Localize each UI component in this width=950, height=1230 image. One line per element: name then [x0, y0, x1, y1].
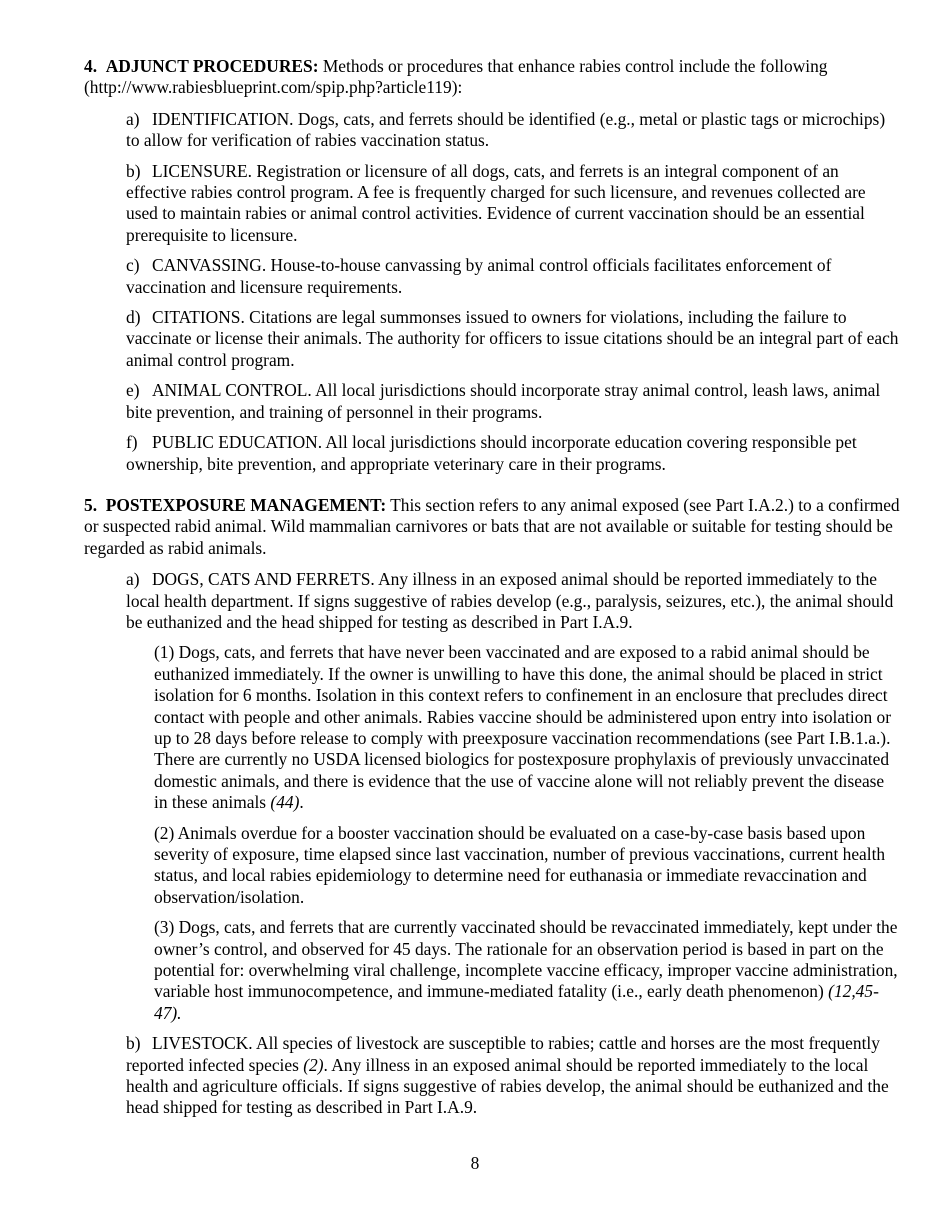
item-text: PUBLIC EDUCATION. All local jurisdictions should incorporate education covering responsible pet ownership, bite prevention, and appropriate veterinary care in their programs. — [126, 432, 857, 474]
section-5-item-b — [126, 1033, 900, 1119]
section-5-intro — [84, 495, 900, 559]
item-label: a) — [126, 569, 140, 590]
section-4-item — [126, 380, 900, 423]
item-label: e) — [126, 380, 140, 401]
section-4-item — [126, 109, 900, 152]
item-label: b) — [126, 1033, 141, 1054]
item-label: b) — [126, 160, 141, 181]
item-text: ANIMAL CONTROL. All local jurisdictions should incorporate stray animal control, leash laws, animal bite prevention, and training of personnel in their programs. — [126, 380, 881, 422]
item-text-after: . Any illness in an exposed animal should be reported immediately to the local health and agriculture officials. If signs suggestive of rabies develop, the animal should be euthanized and the head shipped for testing as described in Part I.A.9. — [126, 1054, 889, 1118]
section-5-number: 5. — [84, 494, 98, 515]
section-4-intro — [84, 56, 900, 99]
section-5-subitem-1 — [154, 642, 900, 813]
section-4-item — [126, 432, 900, 475]
subitem-text: (3) Dogs, cats, and ferrets that are currently vaccinated should be revaccinated immediately, kept under the owner’s control, and observed for 45 days. The rationale for an observation period is based in part on the potential for: overwhelming viral challenge, incomplete vaccine efficacy, improper vaccine administration, variable host immunocompetence, and immune-mediated fatality (i.e., early death phenomenon) — [154, 917, 898, 1002]
item-label: c) — [126, 255, 140, 276]
section-4-number: 4. — [84, 56, 98, 76]
citation: (44) — [270, 792, 300, 813]
section-5-item-a — [126, 569, 900, 633]
page-number: 8 — [470, 1153, 480, 1173]
section-4-item — [126, 255, 900, 298]
section-5-text: This section refers to any animal exposed (see Part I.A.2.) to a confirmed or suspected rabid animal. Wild mammalian carnivores or bats that are not available or suitable for testing should be regarded as rabid animals. — [84, 494, 900, 558]
item-label: a) — [126, 108, 140, 129]
item-text: DOGS, CATS AND FERRETS. Any illness in an exposed animal should be reported immediately to the local health department. If signs suggestive of rabies develop (e.g., paralysis, seizures, etc.), the animal should be euthanized and the head shipped for testing as described in Part I.A.9. — [126, 569, 894, 632]
subitem-text: (2) Animals overdue for a booster vaccination should be evaluated on a case-by-case basis based upon severity of exposure, time elapsed since last vaccination, number of previous vaccinations, current health status, and local rabies epidemiology to determine need for euthanasia or immediate revaccination and observation/isolation. — [154, 822, 886, 907]
item-text: CITATIONS. Citations are legal summonses issued to owners for violations, including the failure to vaccinate or license their animals. The authority for officers to issue citations should be an integral part of each animal control program. — [126, 307, 899, 370]
section-5-subitem-2 — [154, 823, 900, 909]
item-text: LICENSURE. Registration or licensure of all dogs, cats, and ferrets is an integral component of an effective rabies control program. A fee is frequently charged for such licensure, and revenues collected are used to maintain rabies or animal control activities. Evidence of current vaccination should be an essential prerequisite to licensure. — [126, 160, 866, 245]
item-text: IDENTIFICATION. Dogs, cats, and ferrets should be identified (e.g., metal or plastic tags or microchips) to allow for verification of rabies vaccination status. — [126, 108, 886, 151]
citation: (2) — [303, 1054, 324, 1075]
section-4-item — [126, 161, 900, 247]
section-4-heading: ADJUNCT PROCEDURES: — [105, 56, 319, 76]
citation: (12,45-47). — [154, 981, 879, 1023]
item-label: d) — [126, 307, 141, 328]
item-label: f) — [126, 432, 138, 453]
subitem-tail: . — [299, 792, 304, 813]
document-page — [84, 56, 900, 1128]
subitem-text: (1) Dogs, cats, and ferrets that have never been vaccinated and are exposed to a rabid animal should be euthanized immediately. If the owner is unwilling to have this done, the animal should be placed in strict isolation for 6 months. Isolation in this context refers to confinement in an enclosure that precludes direct contact with people and other animals. Rabies vaccine should be administered upon entry into isolation or up to 28 days before release to comply with preexposure vaccination recommendations (see Part I.B.1.a.). There are currently no USDA licensed biologics for postexposure prophylaxis of previously unvaccinated domestic animals, and there is evidence that the use of vaccine alone will not reliably prevent the disease in these animals — [154, 642, 891, 813]
section-4-text: Methods or procedures that enhance rabies control include the following (http://www.rabiesblueprint.com/spip.php?article119): — [84, 56, 828, 98]
item-text: LIVESTOCK. All species of livestock are susceptible to rabies; cattle and horses are the most frequently reported infected species — [126, 1033, 880, 1075]
item-text: CANVASSING. House-to-house canvassing by animal control officials facilitates enforcement of vaccination and licensure requirements. — [126, 255, 832, 297]
section-5-heading: POSTEXPOSURE MANAGEMENT: — [105, 494, 387, 515]
section-5-subitem-3 — [154, 917, 900, 1024]
section-4-item — [126, 307, 900, 371]
